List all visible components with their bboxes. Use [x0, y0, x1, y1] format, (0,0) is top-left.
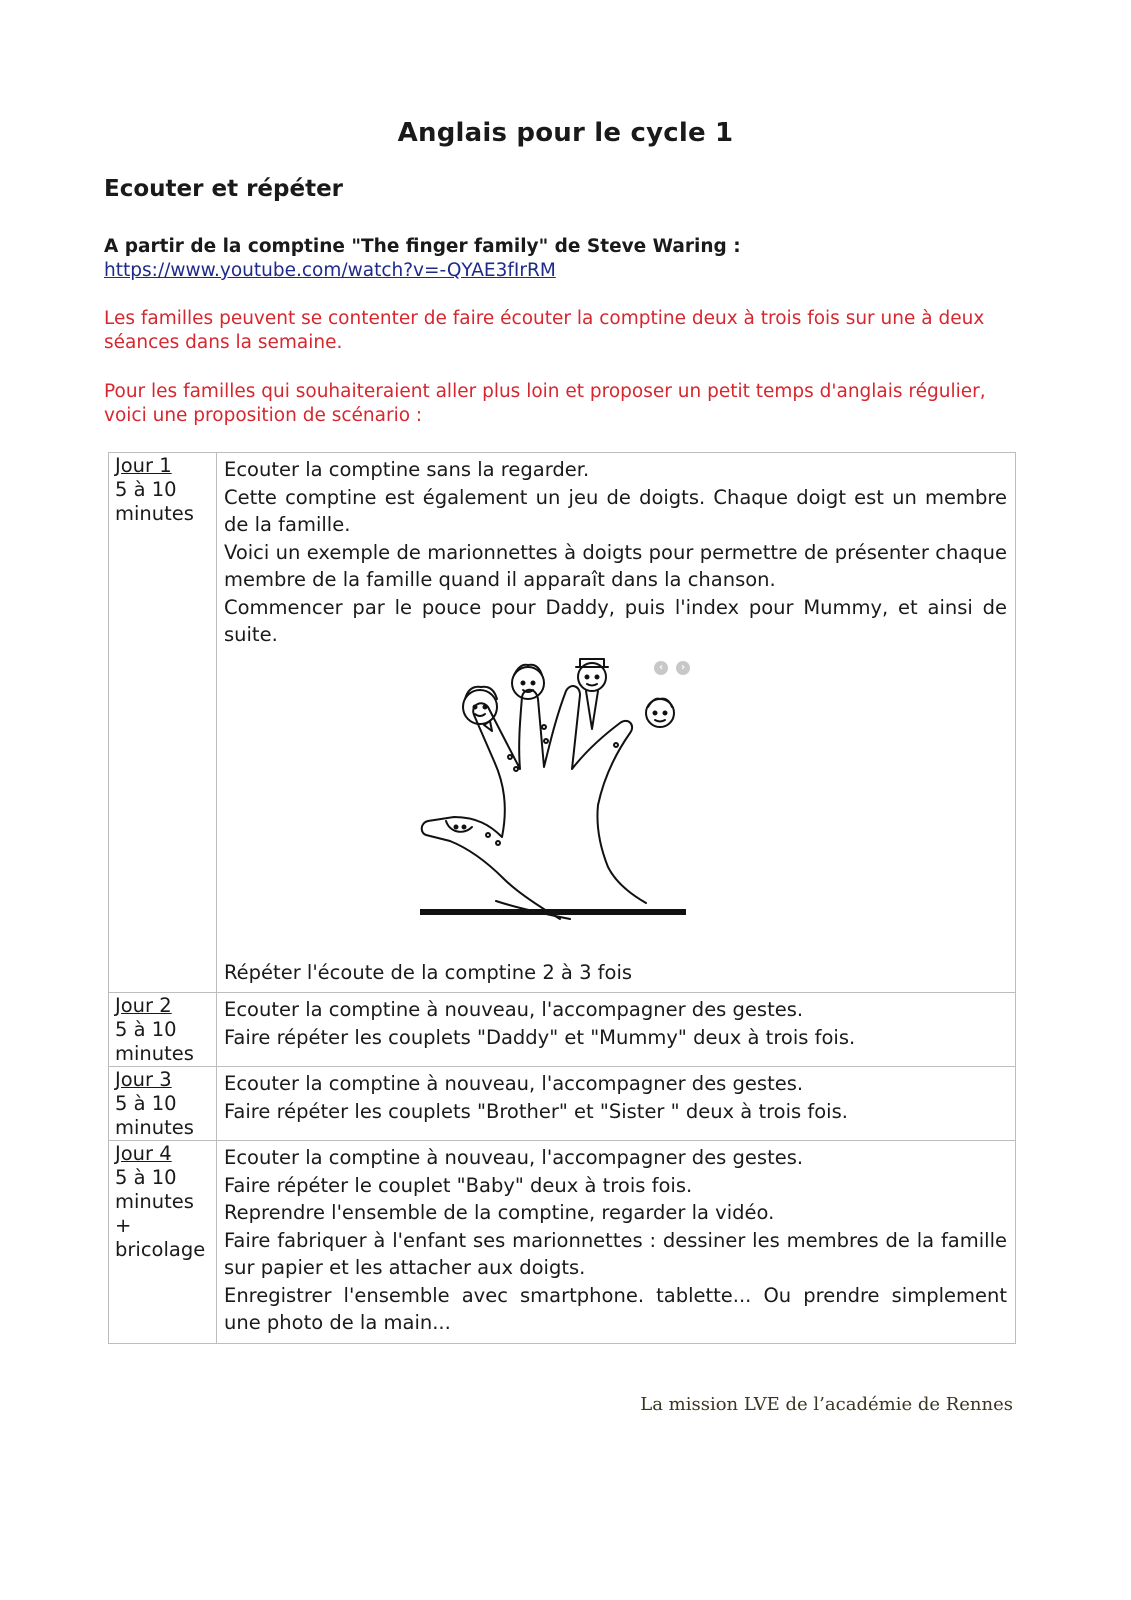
chevron-left-icon[interactable]: ‹ — [654, 661, 668, 675]
duration-line: 5 à 10 — [115, 478, 177, 501]
day-label: Jour 4 — [115, 1142, 172, 1165]
schedule-table — [108, 452, 1016, 1344]
instruction-line: Reprendre l'ensemble de la comptine, regarder la vidéo. — [224, 1201, 775, 1224]
instruction-line: Cette comptine est également un jeu de doigts. Chaque doigt est un membre de la famille. — [224, 485, 1007, 536]
instruction-line: Voici un exemple de marionnettes à doigts pour permettre de présenter chaque membre de la famille quand il apparaît dans la chanson. — [224, 540, 1007, 591]
content-cell — [217, 1141, 1015, 1343]
duration-line: minutes — [115, 1116, 194, 1139]
day-label: Jour 1 — [115, 454, 172, 477]
content-cell — [217, 993, 1015, 1066]
day-label: Jour 2 — [115, 994, 172, 1017]
day-cell — [109, 453, 217, 992]
finger-puppets-figure — [224, 649, 1007, 959]
day-cell — [109, 1067, 217, 1140]
duration-line: 5 à 10 — [115, 1018, 177, 1041]
instruction-line: Ecouter la comptine à nouveau, l'accompagner des gestes. — [224, 998, 804, 1021]
instruction-line: Faire répéter les couplets "Brother" et "Sister " deux à trois fois. — [224, 1099, 848, 1123]
table-row-day-3 — [109, 1066, 1015, 1140]
duration-line: + — [115, 1214, 132, 1237]
intro-line: A partir de la comptine "The finger family" de Steve Waring : — [104, 236, 741, 257]
paragraph-families-scenario: Pour les familles qui souhaiteraient aller plus loin et proposer un petit temps d'anglais régulier, voici une proposition de scénario : — [104, 381, 986, 426]
finger-puppets-hand-illustration — [420, 657, 690, 942]
section-title: Ecouter et répéter — [104, 176, 344, 202]
instruction-line: Faire répéter les couplets "Daddy" et "Mummy" deux à trois fois. — [224, 1025, 856, 1049]
duration-line: bricolage — [115, 1238, 206, 1261]
table-row-day-4 — [109, 1140, 1015, 1343]
duration-line: minutes — [115, 1190, 194, 1213]
instruction-line: Ecouter la comptine à nouveau, l'accompagner des gestes. — [224, 1072, 804, 1095]
duration-line: minutes — [115, 502, 194, 525]
page-title: Anglais pour le cycle 1 — [397, 118, 734, 148]
footer-credit: La mission LVE de l’académie de Rennes — [640, 1394, 1013, 1415]
instruction-line: Ecouter la comptine sans la regarder. — [224, 458, 590, 481]
content-cell — [217, 453, 1015, 992]
instruction-line: Répéter l'écoute de la comptine 2 à 3 fois — [224, 960, 633, 984]
duration-line: minutes — [115, 1042, 194, 1065]
instruction-line: Enregistrer l'ensemble avec smartphone. tablette... Ou prendre simplement une photo de la main... — [224, 1283, 1007, 1334]
youtube-link[interactable]: https://www.youtube.com/watch?v=-QYAE3fIrRM — [104, 260, 556, 281]
instruction-line: Faire répéter le couplet "Baby" deux à trois fois. — [224, 1173, 693, 1197]
instruction-line: Commencer par le pouce pour Daddy, puis l'index pour Mummy, et ainsi de suite. — [224, 595, 1007, 646]
day-cell — [109, 1141, 217, 1343]
chevron-right-icon[interactable]: › — [676, 661, 690, 675]
instruction-line: Faire fabriquer à l'enfant ses marionnettes : dessiner les membres de la famille sur papier et les attacher aux doigts. — [224, 1228, 1007, 1279]
instruction-line: Ecouter la comptine à nouveau, l'accompagner des gestes. — [224, 1146, 804, 1169]
day-label: Jour 3 — [115, 1068, 172, 1091]
content-cell — [217, 1067, 1015, 1140]
day-cell — [109, 993, 217, 1066]
duration-line: 5 à 10 — [115, 1092, 177, 1115]
table-row-day-1 — [109, 453, 1015, 992]
table-row-day-2 — [109, 992, 1015, 1066]
paragraph-families-minimal: Les familles peuvent se contenter de faire écouter la comptine deux à trois fois sur une à deux séances dans la semaine. — [104, 308, 985, 353]
duration-line: 5 à 10 — [115, 1166, 177, 1189]
